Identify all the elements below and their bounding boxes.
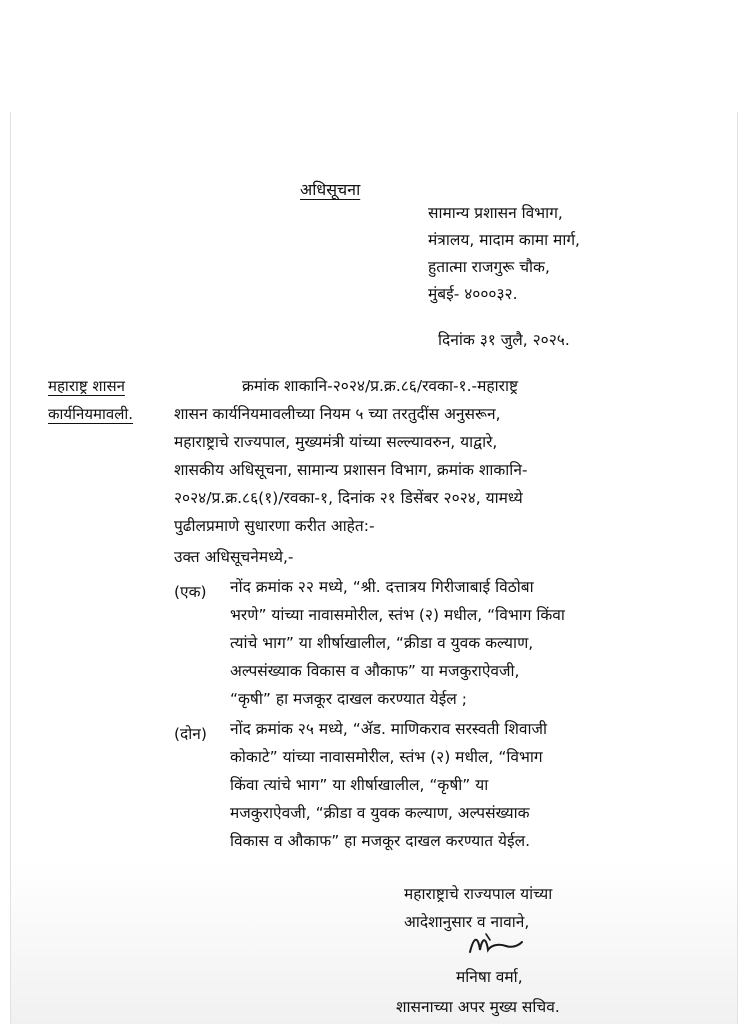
document-date: दिनांक ३१ जुलै, २०२५. <box>438 331 570 349</box>
item-line: “कृषी” हा मजकूर दाखल करण्यात येईल ; <box>230 690 467 708</box>
body-line: महाराष्ट्राचे राज्यपाल, मुख्यमंत्री यांच्या सल्ल्यावरुन, याद्वारे, <box>174 433 498 451</box>
body-line: पुढीलप्रमाणे सुधारणा करीत आहेत:- <box>174 517 375 535</box>
address-line: सामान्य प्रशासन विभाग, <box>428 204 563 222</box>
item-line: नोंद क्रमांक २५ मध्ये, “ॲड. माणिकराव सरस्वती शिवाजी <box>230 720 548 738</box>
item-line: नोंद क्रमांक २२ मध्ये, “श्री. दत्तात्रय गिरीजाबाई विठोबा <box>230 578 534 596</box>
document-page <box>10 112 738 1024</box>
item-marker-one: (एक) <box>174 583 207 601</box>
signature-block <box>404 880 552 936</box>
body-line: शासन कार्यनियमावलीच्या नियम ५ च्या तरतुदींस अनुसरून, <box>174 405 501 423</box>
item-line: किंवा त्यांचे भाग” या शीर्षाखालील, “कृषी” या <box>230 776 489 794</box>
sender-address <box>428 200 580 308</box>
address-line: हुतात्मा राजगुरू चौक, <box>428 258 550 276</box>
margin-heading <box>48 372 133 428</box>
item-line: भरणे” यांच्या नावासमोरील, स्तंभ (२) मधील, “विभाग किंवा <box>230 606 565 624</box>
handwritten-signature <box>466 930 526 960</box>
item-line: विकास व औकाफ” हा मजकूर दाखल करण्यात येईल. <box>230 832 531 850</box>
item-line: त्यांचे भाग” या शीर्षाखालील, “क्रीडा व युवक कल्याण, <box>230 634 534 652</box>
document-title: अधिसूचना <box>300 180 361 199</box>
amendment-intro: उक्त अधिसूचनेमध्ये,- <box>174 548 294 566</box>
address-line: मंत्रालय, मादाम कामा मार्ग, <box>428 231 580 249</box>
authority-line: महाराष्ट्राचे राज्यपाल यांच्या <box>404 885 553 903</box>
body-line: २०२४/प्र.क्र.८६(१)/रवका-१, दिनांक २१ डिसेंबर २०२४, यामध्ये <box>174 489 523 507</box>
item-line: मजकुराऐवजी, “क्रीडा व युवक कल्याण, अल्पसंख्याक <box>230 804 530 822</box>
notification-body <box>174 372 660 540</box>
body-line: क्रमांक शाकानि-२०२४/प्र.क्र.८६/रवका-१.-महाराष्ट्र <box>242 377 519 395</box>
amendment-item-one <box>230 573 670 713</box>
address-line: मुंबई- ४०००३२. <box>428 285 518 303</box>
signatory-designation: शासनाच्या अपर मुख्य सचिव. <box>396 998 560 1016</box>
item-marker-two: (दोन) <box>174 725 207 743</box>
item-line: अल्पसंख्याक विकास व औकाफ” या मजकुराऐवजी, <box>230 662 520 680</box>
item-line: कोकाटे” यांच्या नावासमोरील, स्तंभ (२) मधील, “विभाग <box>230 748 543 766</box>
signatory-name: मनिषा वर्मा, <box>456 968 523 986</box>
amendment-item-two <box>230 715 670 855</box>
margin-heading-line: कार्यनियमावली. <box>48 405 134 423</box>
body-line: शासकीय अधिसूचना, सामान्य प्रशासन विभाग, क्रमांक शाकानि- <box>174 461 528 479</box>
margin-heading-line: महाराष्ट्र शासन <box>48 377 125 395</box>
authority-line: आदेशानुसार व नावाने, <box>404 913 530 931</box>
blank-header-area <box>0 0 744 112</box>
